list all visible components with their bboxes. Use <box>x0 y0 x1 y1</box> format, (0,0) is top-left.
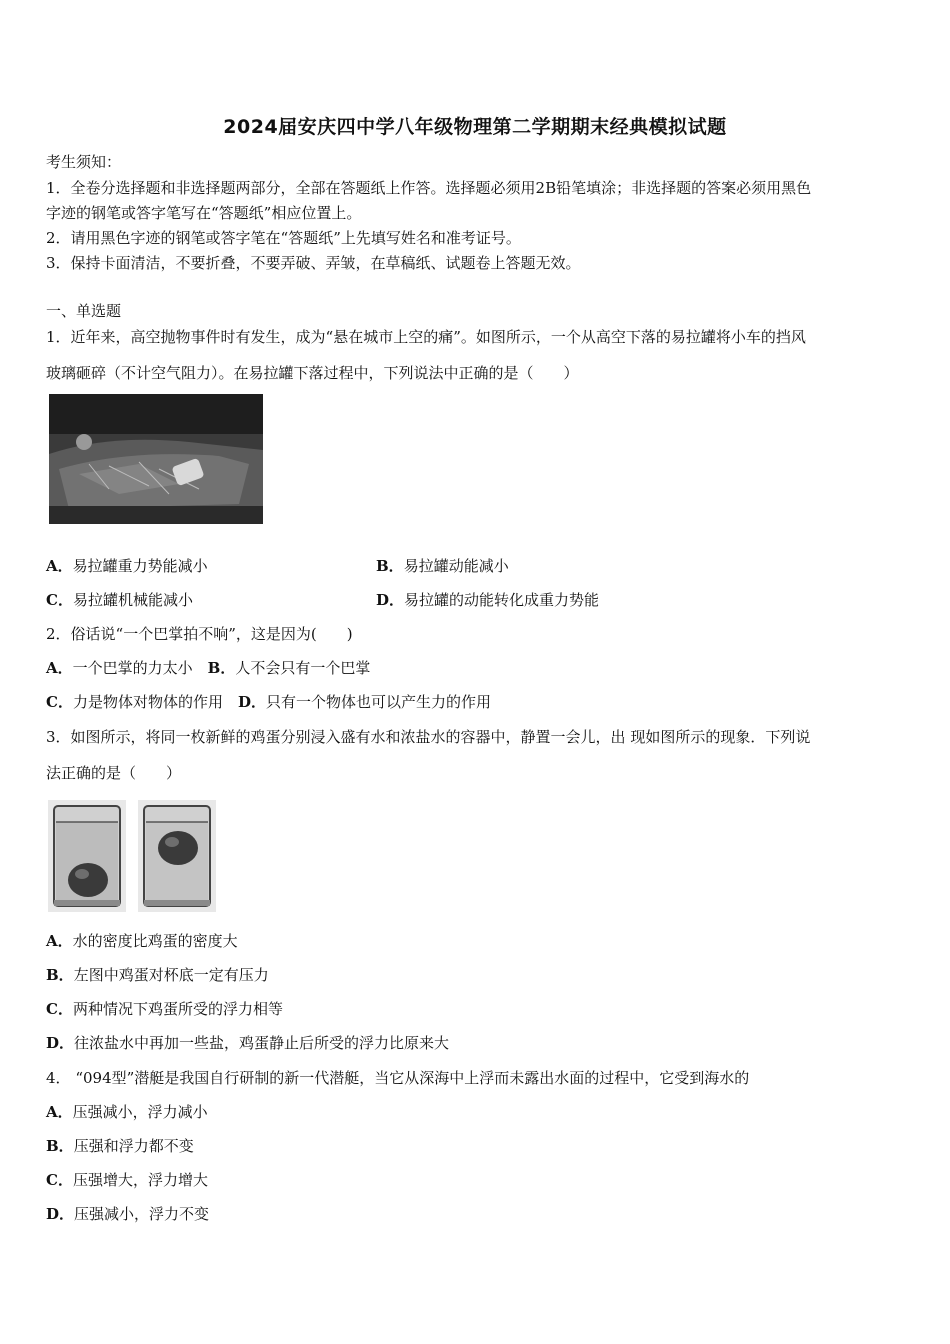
section-heading: 一、单选题 <box>46 302 122 320</box>
option-key: D． <box>46 1205 75 1223</box>
q1-option-a <box>46 556 208 576</box>
option-key: A． <box>46 1103 73 1121</box>
question-1-line-2: 玻璃砸碎（不计空气阻力）。在易拉罐下落过程中，下列说法中正确的是（ ） <box>46 364 579 382</box>
option-text: 左图中鸡蛋对杯底一定有压力 <box>73 966 269 984</box>
option-key: C． <box>46 591 73 609</box>
option-key: C． <box>46 1171 73 1189</box>
q3-option-a <box>46 931 238 951</box>
option-text: 易拉罐机械能减小 <box>72 591 193 609</box>
option-text: 往浓盐水中再加一些盐，鸡蛋静止后所受的浮力比原来大 <box>74 1034 450 1052</box>
option-text: 易拉罐重力势能减小 <box>72 557 208 575</box>
option-key: B． <box>376 557 404 575</box>
option-key: B． <box>207 659 236 677</box>
question-4 <box>46 1068 749 1088</box>
q4-option-d <box>46 1204 209 1224</box>
question-text: 如图所示，将同一枚新鲜的鸡蛋分别浸入盛有水和浓盐水的容器中，静置一会儿，出 现如图所示的现象．下列说 <box>70 728 811 746</box>
option-text: 压强减小，浮力不变 <box>74 1205 210 1223</box>
option-text: 压强和浮力都不变 <box>73 1137 194 1155</box>
q4-option-b <box>46 1136 194 1156</box>
option-text: 水的密度比鸡蛋的密度大 <box>72 932 238 950</box>
q1-option-c <box>46 590 193 610</box>
beaker-saltwater-image <box>138 800 216 912</box>
option-key: D． <box>376 591 405 609</box>
option-text: 易拉罐动能减小 <box>403 557 509 575</box>
falling-can-car-photo <box>49 394 263 524</box>
q1-option-d <box>376 590 599 610</box>
q2-options-row-1 <box>46 658 370 678</box>
page-title: 2024届安庆四中学八年级物理第二学期期末经典模拟试题 <box>223 116 727 138</box>
egg-floating-illustration <box>138 800 216 912</box>
notice-item-2: 2．请用黑色字迹的钢笔或答字笔在“答题纸”上先填写姓名和准考证号。 <box>46 229 521 247</box>
option-text: 力是物体对物体的作用 <box>72 693 223 711</box>
option-text: 压强增大，浮力增大 <box>72 1171 208 1189</box>
q3-option-c <box>46 999 283 1019</box>
option-key: B． <box>46 1137 74 1155</box>
question-2: 2．俗话说“一个巴掌拍不响”，这是因为( ) <box>46 625 353 643</box>
question-number: 3． <box>46 728 71 746</box>
question-3-line-1 <box>46 727 810 747</box>
option-key: D． <box>237 693 266 711</box>
option-text: 只有一个物体也可以产生力的作用 <box>266 693 492 711</box>
q3-option-d <box>46 1033 449 1053</box>
q4-option-c <box>46 1170 208 1190</box>
notice-item-3: 3．保持卡面清洁，不要折叠，不要弄破、弄皱，在草稿纸、试题卷上答题无效。 <box>46 254 581 272</box>
notice-item-1: 1．全卷分选择题和非选择题两部分，全部在答题纸上作答。选择题必须用2B铅笔填涂；非选择题的答案必须用黑色 <box>46 179 812 197</box>
option-key: A． <box>46 659 73 677</box>
q3-option-b <box>46 965 269 985</box>
question-number: 1． <box>46 328 71 346</box>
option-key: B． <box>46 966 74 984</box>
option-key: C． <box>46 1000 73 1018</box>
option-text: 压强减小，浮力减小 <box>72 1103 208 1121</box>
notice-heading: 考生须知： <box>46 153 122 171</box>
q4-option-a <box>46 1102 208 1122</box>
question-1-line-1 <box>46 327 806 347</box>
question-text: 近年来，高空抛物事件时有发生，成为“悬在城市上空的痛”。如图所示，一个从高空下落的易拉罐将小车的挡风 <box>70 328 806 346</box>
option-key: A． <box>46 932 73 950</box>
option-text: 易拉罐的动能转化成重力势能 <box>404 591 600 609</box>
question-text: “094型”潜艇是我国自行研制的新一代潜艇，当它从深海中上浮而未露出水面的过程中，它受到海水的 <box>75 1069 750 1087</box>
car-windshield-illustration <box>49 394 263 524</box>
notice-item-1-cont: 字迹的钢笔或答字笔写在“答题纸”相应位置上。 <box>46 204 362 222</box>
option-key: A． <box>46 557 73 575</box>
q1-option-b <box>376 556 509 576</box>
beaker-water-image <box>48 800 126 912</box>
question-3-line-2: 法正确的是（ ） <box>46 764 182 782</box>
egg-sinking-illustration <box>48 800 126 912</box>
q2-options-row-2 <box>46 692 491 712</box>
option-text: 两种情况下鸡蛋所受的浮力相等 <box>72 1000 283 1018</box>
option-key: D． <box>46 1034 75 1052</box>
option-text: 一个巴掌的力太小 <box>72 659 193 677</box>
option-key: C． <box>46 693 73 711</box>
option-text: 人不会只有一个巴掌 <box>235 659 371 677</box>
question-number: 4． <box>46 1069 71 1087</box>
